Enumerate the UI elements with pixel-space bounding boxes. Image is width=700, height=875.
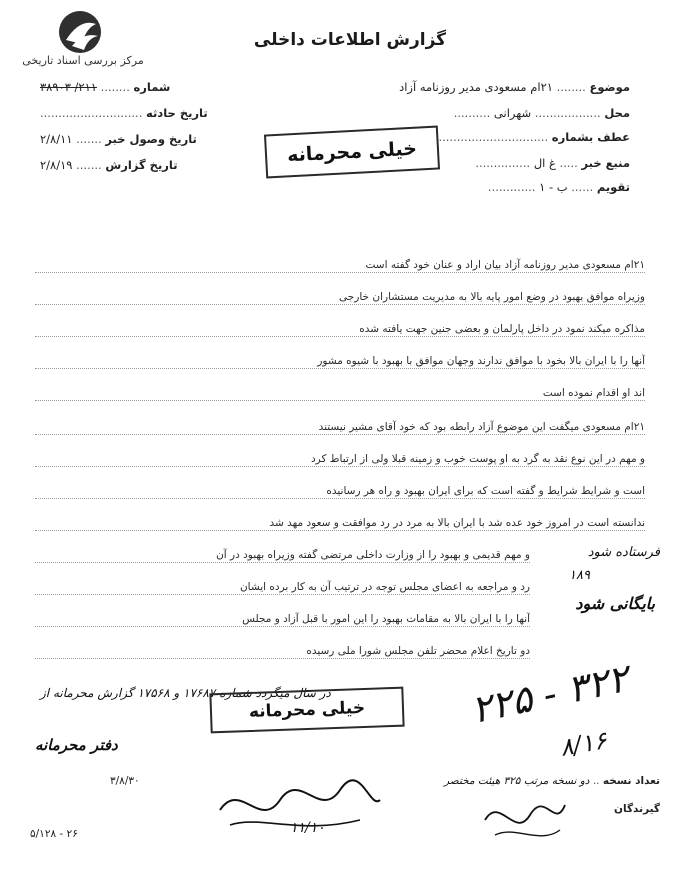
recipients-label: گیرندگان [614,803,660,815]
assessment-value: ب - ۱ [539,180,568,194]
body-line: ۲۱ام مسعودی مدیر روزنامه آزاد بیان اراد و عنان خود گفته است [35,258,645,273]
margin-note-line3: بایگانی شود [575,594,655,613]
body-line: وزیراه موافق بهبود در وضع امور پایه بالا به مدیریت مستشاران خارجی [35,290,645,305]
assessment-row: تقویم ...... ب - ۱ ............. [487,180,630,194]
bottom-mark: ۱۱/۱۰ [290,820,325,836]
report-date-label: تاریخ گزارش [105,158,178,172]
report-title: گزارش اطلاعات داخلی [253,30,447,50]
recipients-row [614,803,660,815]
source-label: منبع خبر [581,156,630,170]
number-label: شماره [133,80,171,94]
body-line: اند او اقدام نموده است [35,386,645,401]
place-row: محل .................. شهرانی .......... [453,106,630,120]
receipt-date-label: تاریخ وصول خبر [105,132,197,146]
footer-note: در سال میگردد شماره ۱۷۶۸۷ و ۱۷۵۶۸ گزارش محرمانه از [40,686,331,700]
receipt-date-row: تاریخ وصول خبر ....... ۲/۸/۱۱ [40,132,197,146]
receipt-date-value: ۲/۸/۱۱ [40,132,73,146]
classification-stamp-bottom: خیلی محرمانه [209,687,404,734]
margin-note-line1: فرستاده شود [587,545,660,560]
body-line: و مهم در این نوع نقد به گرد به او پوست خوب و زمینه قبلا ولی از ارتباط کرد [35,452,645,467]
left-date: ۳/۸/۳۰ [110,775,140,787]
subject-row: موضوع ........ ۲۱ام مسعودی مدیر روزنامه آزاد [399,80,630,94]
pursuant-row: عطف بشماره .............................. [438,130,630,144]
body-line: آنها را با ایران بالا به مقامات بهبود را این امور با قبل آزاد و مجلس [35,612,530,627]
archive-logo [8,8,158,80]
margin-note-line2: ۱۸۹ [569,568,590,583]
handwritten-ref: ۸/۱۶ [557,726,609,762]
body-line: رد و مراجعه به اعضای مجلس توجه در ترتیب آن به کار برده ایشان [35,580,530,595]
place-value: شهرانی [493,106,532,120]
body-line: دو تاریخ اعلام محضر تلفن مجلس شورا ملی رسیده [35,644,530,659]
report-date-value: ۲/۸/۱۹ [40,158,73,172]
body-line: است و شرایط شرایط و گفته است که برای ایران بهبود و راه هر رسانیده [35,484,645,499]
incident-date-label: تاریخ حادثه [146,106,208,120]
classification-stamp: خیلی محرمانه [264,125,440,178]
body-line: ندانسته است در امروز خود عده شد با ایران بالا به مرد در رد موافقت و سعود مهد شد [35,516,645,531]
body-line: مذاکره میکند نمود در داخل پارلمان و بعضی جنین جهت یافته شده [35,322,645,337]
number-row: شماره ........ ۲۱۱/ ۳۸۹۰۳ [40,80,171,94]
copies-value: دو نسخه مرتب ۳۲۵ هیئت مختصر [444,775,590,787]
handwritten-number: ۲۲۵ - ۳۲۲ [467,655,633,733]
number-value: ۲۱۱/ ۳۸۹۰۳ [40,80,97,94]
subject-label: موضوع [589,80,630,94]
incident-date-row: تاریخ حادثه ............................ [40,106,208,120]
source-value: غ ال [533,156,556,170]
archive-logo-text: مرکز بررسی اسناد تاریخی [22,54,144,67]
assessment-label: تقویم [596,180,630,194]
place-label: محل [604,106,630,120]
recipient-signature [480,790,570,850]
signature-left: دفتر محرمانه [35,736,118,754]
body-line: و مهم قدیمی و بهبود را از وزارت داخلی مرتضی گفته وزیراه بهبود در آن [35,548,530,563]
report-date-row: تاریخ گزارش ....... ۲/۸/۱۹ [40,158,178,172]
copies-label: تعداد نسخه [602,775,660,787]
body-line: ۲۱ام مسعودی میگفت این موضوع آزاد رابطه بود که خود آقای مشیر نیستند [35,420,645,435]
copies-row: تعداد نسخه .. دو نسخه مرتب ۳۲۵ هیئت مختصر [444,775,660,787]
source-row: منبع خبر ..... غ ال ............... [475,156,630,170]
pursuant-label: عطف بشماره [551,130,630,144]
body-line: آنها را با ایران بالا بخود با موافق ندارند وجهان موافق با بهبود با شیوه مشور [35,354,645,369]
bottom-ref: ۵/۱۲۸ - ۲۶ [30,828,78,840]
subject-value: ۲۱ام مسعودی مدیر روزنامه آزاد [399,80,553,94]
